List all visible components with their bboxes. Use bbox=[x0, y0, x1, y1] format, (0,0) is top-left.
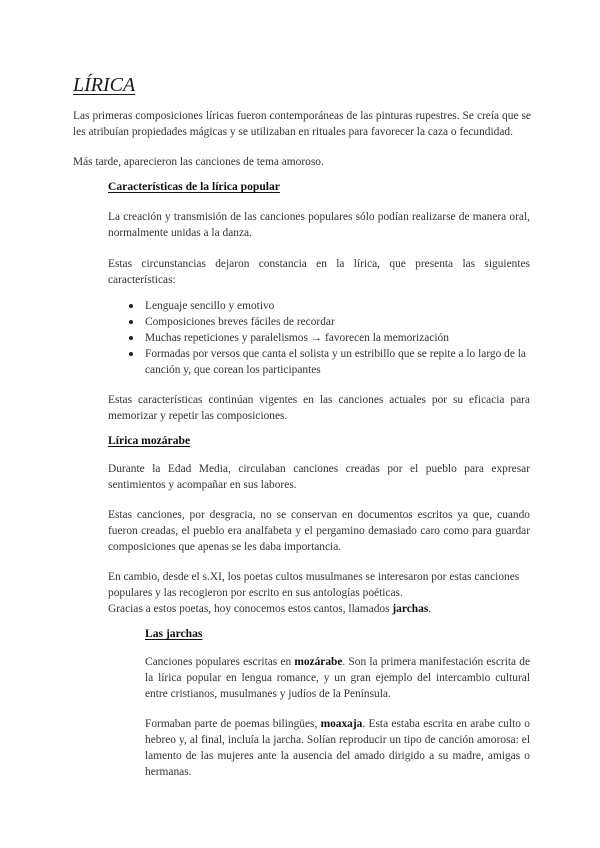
popular-paragraph-1: La creación y transmisión de las canciones populares sólo podían realizarse de manera oral, normalmente unidas a la danza. bbox=[108, 211, 530, 239]
characteristics-list bbox=[127, 298, 529, 378]
list-item: Formadas por versos que canta el solista y un estribillo que se repite a lo largo de la canción y, que corean los participantes bbox=[127, 346, 529, 378]
section-heading-lirica-popular: Características de la lírica popular bbox=[108, 180, 280, 193]
intro-paragraph-2: Más tarde, aparecieron las canciones de tema amoroso. bbox=[73, 156, 324, 168]
jarchas-paragraph-2 bbox=[145, 716, 530, 780]
jarchas-paragraph-1-prefix: Canciones populares escritas en bbox=[145, 656, 295, 668]
mozarabe-paragraph-3 bbox=[108, 569, 530, 617]
term-jarchas: jarchas bbox=[392, 603, 429, 615]
list-item: Muchas repeticiones y paralelismos → favorecen la memorización bbox=[127, 330, 529, 346]
mozarabe-paragraph-4-suffix: . bbox=[428, 603, 432, 615]
popular-paragraph-3: Estas características continúan vigentes en las canciones actuales por su eficacia para memorizar y repetir las composiciones. bbox=[108, 394, 530, 422]
list-item: Lenguaje sencillo y emotivo bbox=[127, 298, 529, 314]
mozarabe-paragraph-2: Estas canciones, por desgracia, no se conservan en documentos escritos ya que, cuando fueron creadas, el pueblo era analfabeta y el pergamino demasiado caro como para guardar composiciones que apenas se les daba importancia. bbox=[108, 509, 530, 553]
section-heading-lirica-mozarabe: Lírica mozárabe bbox=[108, 434, 191, 447]
jarchas-paragraph-1 bbox=[145, 654, 530, 702]
list-item: Composiciones breves fáciles de recordar bbox=[127, 314, 529, 330]
mozarabe-paragraph-1: Durante la Edad Media, circulaban canciones creadas por el pueblo para expresar sentimientos y acompañar en sus labores. bbox=[108, 463, 530, 491]
term-mozarabe: mozárabe bbox=[294, 656, 343, 668]
jarchas-paragraph-2-prefix: Formaban parte de poemas bilingües, bbox=[145, 718, 321, 730]
popular-paragraph-2: Estas circunstancias dejaron constancia en la lírica, que presenta las siguientes características: bbox=[108, 258, 530, 286]
subsection-heading-jarchas: Las jarchas bbox=[145, 627, 203, 640]
mozarabe-paragraph-3-text: En cambio, desde el s.XI, los poetas cultos musulmanes se interesaron por estas canciones populares y las recogieron por escrito en sus antologías poéticas. bbox=[108, 571, 520, 599]
intro-paragraph-1: Las primeras composiciones líricas fueron contemporáneas de las pinturas rupestres. Se creía que se les atribuían propiedades mágicas y se utilizaban en rituales para favorecer la caza o fecundidad. bbox=[73, 110, 531, 138]
mozarabe-paragraph-4-prefix: Gracias a estos poetas, hoy conocemos estos cantos, llamados bbox=[108, 603, 393, 615]
jarchas-paragraph-2-suffix: . Esta estaba escrita en arabe culto o hebreo y, al final, incluía la jarcha. Solían reproducir un tipo de canción amorosa: el lamento de las mujeres ante la ausencia del amado dirigido a su madre, amigas o hermanas. bbox=[145, 718, 530, 778]
jarchas-paragraph-1-suffix: . Son la primera manifestación escrita de la lírica popular en lengua romance, y un gran ejemplo del intercambio cultural entre cristianos, musulmanes y judíos de la Península. bbox=[145, 656, 530, 700]
page-title: LÍRICA bbox=[73, 74, 136, 96]
term-moaxaja: moaxaja bbox=[320, 718, 363, 730]
